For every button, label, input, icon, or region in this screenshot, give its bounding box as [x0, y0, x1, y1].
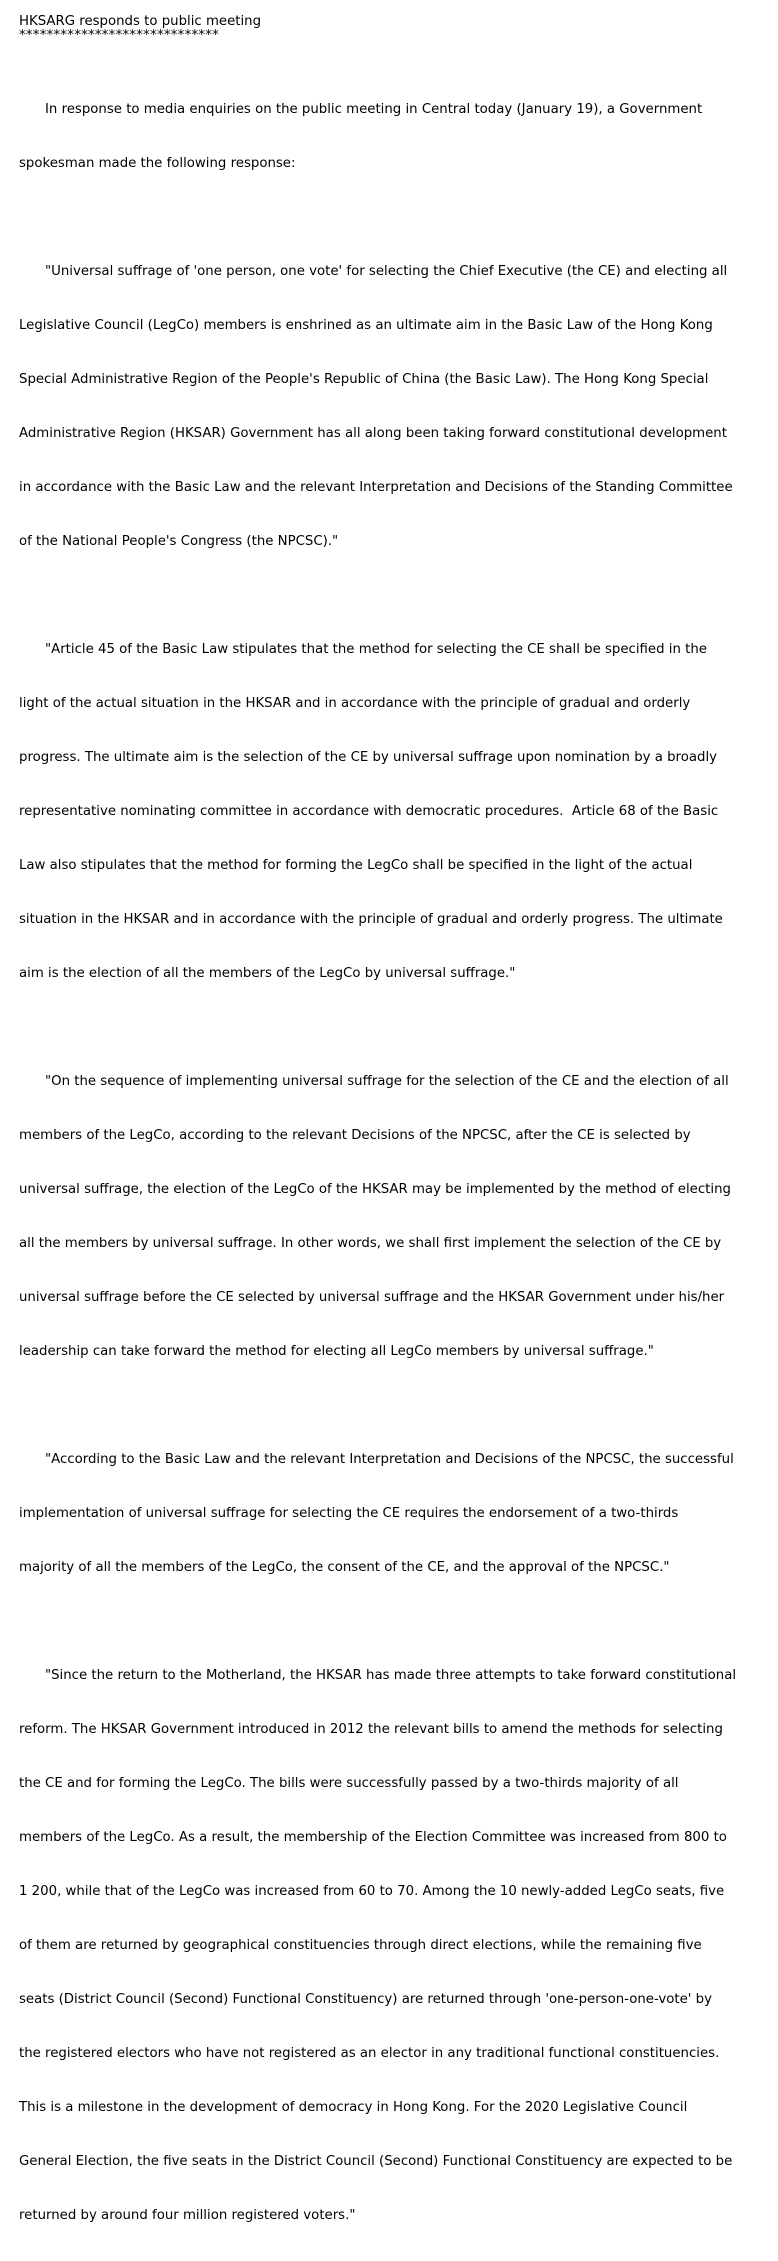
paragraph-line: the CE and for forming the LegCo. The bills were successfully passed by a two-thirds majority of all: [19, 1776, 679, 1791]
paragraph-line: members of the LegCo, according to the relevant Decisions of the NPCSC, after the CE is selected by: [19, 1128, 691, 1143]
paragraph-line: Legislative Council (LegCo) members is enshrined as an ultimate aim in the Basic Law of the Hong Kong: [19, 318, 713, 333]
paragraph-line: universal suffrage before the CE selected by universal suffrage and the HKSAR Government under his/her: [19, 1290, 725, 1305]
paragraph-line: General Election, the five seats in the District Council (Second) Functional Constituency are expected to be: [19, 2154, 733, 2169]
paragraph-line: of them are returned by geographical constituencies through direct elections, while the remaining five: [19, 1938, 702, 1953]
press-release-title: HKSARG responds to public meeting: [19, 14, 262, 29]
paragraph-line: "Since the return to the Motherland, the HKSAR has made three attempts to take forward constitutional: [45, 1668, 737, 1683]
paragraph-line: "Universal suffrage of 'one person, one vote' for selecting the Chief Executive (the CE) and electing all: [45, 264, 728, 279]
paragraph-line: universal suffrage, the election of the LegCo of the HKSAR may be implemented by the method of electing: [19, 1182, 731, 1197]
paragraph-line: 1 200, while that of the LegCo was increased from 60 to 70. Among the 10 newly-added LegCo seats, five: [19, 1884, 725, 1899]
paragraph-line: members of the LegCo. As a result, the membership of the Election Committee was increased from 800 to: [19, 1830, 727, 1845]
paragraph-line: Special Administrative Region of the People's Republic of China (the Basic Law). The Hong Kong Special: [19, 372, 709, 387]
paragraph-line: seats (District Council (Second) Functional Constituency) are returned through 'one-person-one-vote' by: [19, 1992, 712, 2007]
paragraph-line: implementation of universal suffrage for selecting the CE requires the endorsement of a two-thirds: [19, 1506, 679, 1521]
paragraph-line: situation in the HKSAR and in accordance with the principle of gradual and orderly progress. The ultimate: [19, 912, 723, 927]
paragraph-line: the registered electors who have not registered as an elector in any traditional functional constituencies.: [19, 2046, 720, 2061]
paragraph-line: progress. The ultimate aim is the selection of the CE by universal suffrage upon nomination by a broadly: [19, 750, 718, 765]
paragraph-constitutional-reform: [19, 1631, 764, 2261]
paragraph-line: light of the actual situation in the HKSAR and in accordance with the principle of gradual and orderly: [19, 696, 691, 711]
paragraph-line: in accordance with the Basic Law and the relevant Interpretation and Decisions of the Standing Committee: [19, 480, 733, 495]
paragraph-line: representative nominating committee in accordance with democratic procedures. Article 68 of the Basic: [19, 804, 719, 819]
paragraph-implementation: [19, 1415, 764, 1613]
paragraph-line: of the National People's Congress (the NPCSC).": [19, 534, 339, 549]
paragraph-sequence: [19, 1037, 764, 1397]
paragraph-line: spokesman made the following response:: [19, 156, 296, 171]
title-underline-stars: *****************************: [19, 28, 220, 43]
paragraph-line: Administrative Region (HKSAR) Government has all along been taking forward constitutional development: [19, 426, 727, 441]
paragraph-line: "Article 45 of the Basic Law stipulates that the method for selecting the CE shall be specified in the: [45, 642, 707, 657]
paragraph-intro: [19, 65, 764, 209]
paragraph-line: "According to the Basic Law and the relevant Interpretation and Decisions of the NPCSC, the successful: [45, 1452, 734, 1467]
paragraph-line: all the members by universal suffrage. In other words, we shall first implement the selection of the CE by: [19, 1236, 722, 1251]
press-release: [19, 13, 764, 2261]
paragraph-line: "On the sequence of implementing universal suffrage for the selection of the CE and the election of all: [45, 1074, 729, 1089]
paragraph-line: reform. The HKSAR Government introduced in 2012 the relevant bills to amend the methods for selecting: [19, 1722, 723, 1737]
paragraph-line: This is a milestone in the development of democracy in Hong Kong. For the 2020 Legislative Council: [19, 2100, 688, 2115]
paragraph-line: leadership can take forward the method for electing all LegCo members by universal suffrage.": [19, 1344, 654, 1359]
paragraph-line: In response to media enquiries on the public meeting in Central today (January 19), a Government: [45, 102, 703, 117]
paragraph-line: Law also stipulates that the method for forming the LegCo shall be specified in the light of the actual: [19, 858, 693, 873]
paragraph-article-45: [19, 605, 764, 1019]
paragraph-universal-suffrage: [19, 227, 764, 587]
paragraph-line: aim is the election of all the members of the LegCo by universal suffrage.": [19, 966, 516, 981]
paragraph-line: majority of all the members of the LegCo, the consent of the CE, and the approval of the NPCSC.": [19, 1560, 670, 1575]
paragraph-line: returned by around four million registered voters.": [19, 2208, 356, 2223]
